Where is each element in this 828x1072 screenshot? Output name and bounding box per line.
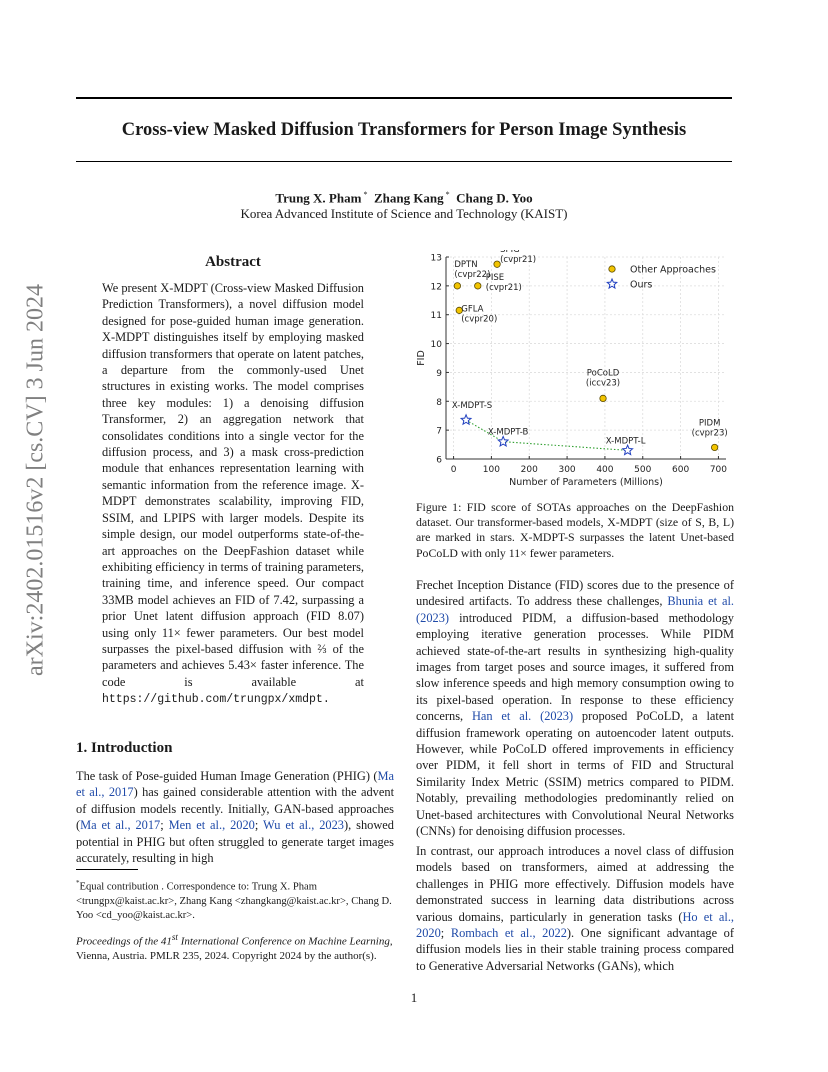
author-mark: * — [361, 190, 368, 199]
footnote-rule — [76, 869, 138, 870]
data-label: PISE — [485, 272, 505, 283]
proceedings-ordinal: 41 — [160, 935, 172, 948]
section-heading-introduction: 1. Introduction — [76, 740, 173, 756]
data-point-circle — [454, 283, 460, 289]
paragraph-text: introduced PIDM, a diffusion-based methodology employing iterative generation processes. While PIDM achieved state-of-the-art results in synthesizing high-quality images from target poses and source images, it suffered from slow inference speeds and high memory consumption owing to its pixel-based operation. In response to these efficiency concerns, — [416, 610, 734, 724]
data-point-circle — [711, 444, 717, 450]
x-tick-label: 700 — [709, 465, 728, 475]
code-link[interactable]: https://github.com/trungpx/xmdpt. — [102, 693, 330, 707]
data-label: GFLA — [461, 304, 484, 315]
y-tick-label: 7 — [436, 426, 442, 437]
data-label: (cvpr21) — [485, 282, 522, 293]
page-number: 1 — [410, 990, 418, 1005]
paper-title: Cross-view Masked Diffusion Transformers for Person Image Synthesis — [121, 120, 687, 140]
paragraph-text: ; — [160, 818, 169, 833]
fid-scatter-chart — [416, 250, 732, 490]
legend-marker-circle — [609, 266, 615, 272]
author-name: Zhang Kang — [373, 190, 444, 206]
x-tick-label: 0 — [450, 465, 457, 475]
data-label: X-MDPT-B — [487, 427, 529, 438]
paragraph-text: The task of Pose-guided Human Image Generation (PHIG) ( — [76, 769, 378, 783]
x-tick-label: 600 — [672, 465, 690, 475]
right-paragraph-2 — [416, 843, 734, 974]
paragraph-text: ), showed potential in PHIG but often struggled to generate target images accurately, resulting in high — [76, 818, 394, 866]
citation-link[interactable]: Wu et al., 2023 — [263, 818, 344, 833]
x-tick-label: 100 — [482, 465, 500, 475]
affiliation: Korea Advanced Institute of Science and Technology (KAIST) — [240, 206, 568, 221]
citation-link[interactable]: Ma et al., 2017 — [76, 769, 394, 800]
data-label: X-MDPT-L — [605, 436, 646, 447]
arxiv-side-stamp: arXiv:2402.01516v2 [cs.CV] 3 Jun 2024 — [22, 284, 49, 676]
citation-link[interactable]: Rombach et al., 2022 — [450, 926, 567, 941]
title-bottom-rule — [76, 161, 732, 162]
y-tick-label: 8 — [436, 397, 442, 408]
paragraph-text: ; — [254, 818, 264, 833]
data-label: (iccv23) — [585, 378, 621, 389]
proceedings-rest: , Vienna, Austria. PMLR 235, 2024. Copyright 2024 by the author(s). — [76, 935, 393, 962]
y-axis-label: FID — [416, 350, 427, 366]
citation-link[interactable]: Ma et al., 2017 — [80, 818, 161, 833]
footnote — [76, 876, 394, 923]
x-tick-label: 400 — [596, 465, 614, 475]
proceedings-note — [76, 930, 394, 963]
footnote-mark: * — [76, 879, 80, 887]
abstract-text: We present X-MDPT (Cross-view Masked Diffusion Prediction Transformers), a novel diffusion model designed for pose-guided human image generation. X-MDPT distinguishes itself by employing masked diffusion transformers that operate on latent patches, a departure from the commonly-used Unet structures in existing works. The model comprises three key modules: 1) a denoising diffusion Transformer, 2) an aggregation network that consolidates conditions into a single vector for the diffusion process, and 3) a mask cross-prediction module that enhances representation learning with semantic information from the reference image. X-MDPT demonstrates scalability, improving FID, SSIM, and LPIPS with larger models. Despite its simple design, our model outperforms state-of-the-art approaches on the DeepFashion dataset while exhibiting efficiency in terms of training parameters, training time, and inference speed. Our compact 33MB model achieves an FID of 7.42, surpassing a prior Unet latent diffusion approach (FID 8.07) using only 11× fewer parameters. Our best model surpasses the pixel-based diffusion with ⅔ of the parameters and achieves 5.43× faster inference. The code is available at — [102, 281, 364, 689]
y-tick-label: 10 — [430, 340, 442, 351]
data-point-circle — [475, 283, 481, 289]
legend-entry: Ours — [630, 279, 653, 291]
citation-link[interactable]: Ho et al., 2020 — [416, 909, 735, 941]
data-point-star — [623, 445, 633, 454]
data-label: PIDM — [698, 418, 721, 429]
footnote-text: Equal contribution . Correspondence to: Trung X. Pham <trungpx@kaist.ac.kr>, Zhang Kang <zhangkang@kaist.ac.kr>, Chang D. Yoo <cd_yoo@kaist.ac.kr>. — [76, 881, 392, 921]
abstract-heading: Abstract — [205, 254, 261, 270]
x-axis-label: Number of Parameters (Millions) — [509, 477, 663, 488]
y-tick-label: 6 — [436, 455, 442, 466]
y-tick-label: 9 — [436, 368, 442, 379]
x-tick-label: 200 — [520, 465, 538, 475]
paragraph-text: proposed PoCoLD, a latent diffusion framework operating on autoencoder latent outputs. However, while PoCoLD offered improvements in efficiency over PIDM, it fell short in terms of FID and Structural Similarity Index Metric (SSIM) metrics compared to PIDM. Notably, prevailing methodologies predominantly relied on Unet-based architectures with Convolutional Neural Networks (CNNs) for denoising diffusion processes. — [416, 709, 735, 839]
author-name: Chang D. Yoo — [456, 190, 533, 206]
citation-link[interactable]: Men et al., 2020 — [168, 818, 255, 833]
paragraph-text: ). One significant advantage of diffusion models lies in their stable training process compared to Generative Adversarial Networks (GANs), which — [416, 926, 734, 973]
abstract-body — [102, 280, 364, 709]
data-label: (cvpr23) — [691, 428, 728, 439]
data-label: X-MDPT-S — [451, 401, 493, 412]
paragraph-text: ; — [440, 926, 451, 941]
x-tick-label: 500 — [634, 465, 652, 475]
x-tick-label: 300 — [558, 465, 576, 475]
data-point-star — [498, 436, 508, 445]
data-label: (cvpr22) — [454, 269, 491, 280]
proceedings-ordinal-suffix: st — [171, 932, 178, 942]
author-mark: * — [443, 190, 450, 199]
data-label: (cvpr21) — [500, 255, 537, 266]
data-label: DPTN — [454, 259, 478, 270]
figure-1 — [416, 250, 732, 495]
paragraph-text: Frechet Inception Distance (FID) scores due to the presence of undesired artifacts. To address these challenges, — [416, 578, 734, 609]
y-tick-label: 13 — [430, 253, 442, 264]
proceedings-conference: International Conference on Machine Learning — [177, 935, 390, 948]
data-label: SPIG — [500, 250, 520, 256]
paragraph-text: ) has gained considerable attention with the advent of diffusion models recently. Initially, GAN-based approaches ( — [76, 785, 395, 833]
data-point-star — [461, 415, 471, 424]
data-label: PoCoLD — [586, 368, 620, 379]
author-list — [76, 190, 732, 206]
author-name: Trung X. Pham — [275, 190, 362, 206]
citation-link[interactable]: Bhunia et al. (2023) — [416, 594, 734, 625]
data-point-circle — [600, 395, 606, 401]
y-tick-label: 12 — [430, 282, 442, 293]
citation-link[interactable]: Han et al. (2023) — [471, 709, 574, 724]
top-rule — [76, 97, 732, 99]
right-paragraph-1 — [416, 577, 734, 840]
proceedings-prefix: Proceedings of the — [76, 935, 161, 948]
legend-marker-star — [607, 279, 617, 288]
legend-entry: Other Approaches — [630, 264, 716, 276]
data-label: (cvpr20) — [461, 314, 498, 325]
introduction-paragraph — [76, 768, 394, 866]
y-tick-label: 11 — [430, 311, 442, 322]
figure-caption: Figure 1: FID score of SOTAs approaches on the DeepFashion dataset. Our transformer-based models, X-MDPT (size of S, B, L) are marked in stars. X-MDPT-S surpasses the latent Unet-based PoCoLD with only 11× fewer parameters. — [416, 500, 734, 560]
paragraph-text: In contrast, our approach introduces a novel class of diffusion models based on transformers, aimed at addressing the challenges in PHIG more effectively. Diffusion models have demonstrated success in learning data distributions across various domains, particularly in generation tasks ( — [416, 844, 734, 924]
